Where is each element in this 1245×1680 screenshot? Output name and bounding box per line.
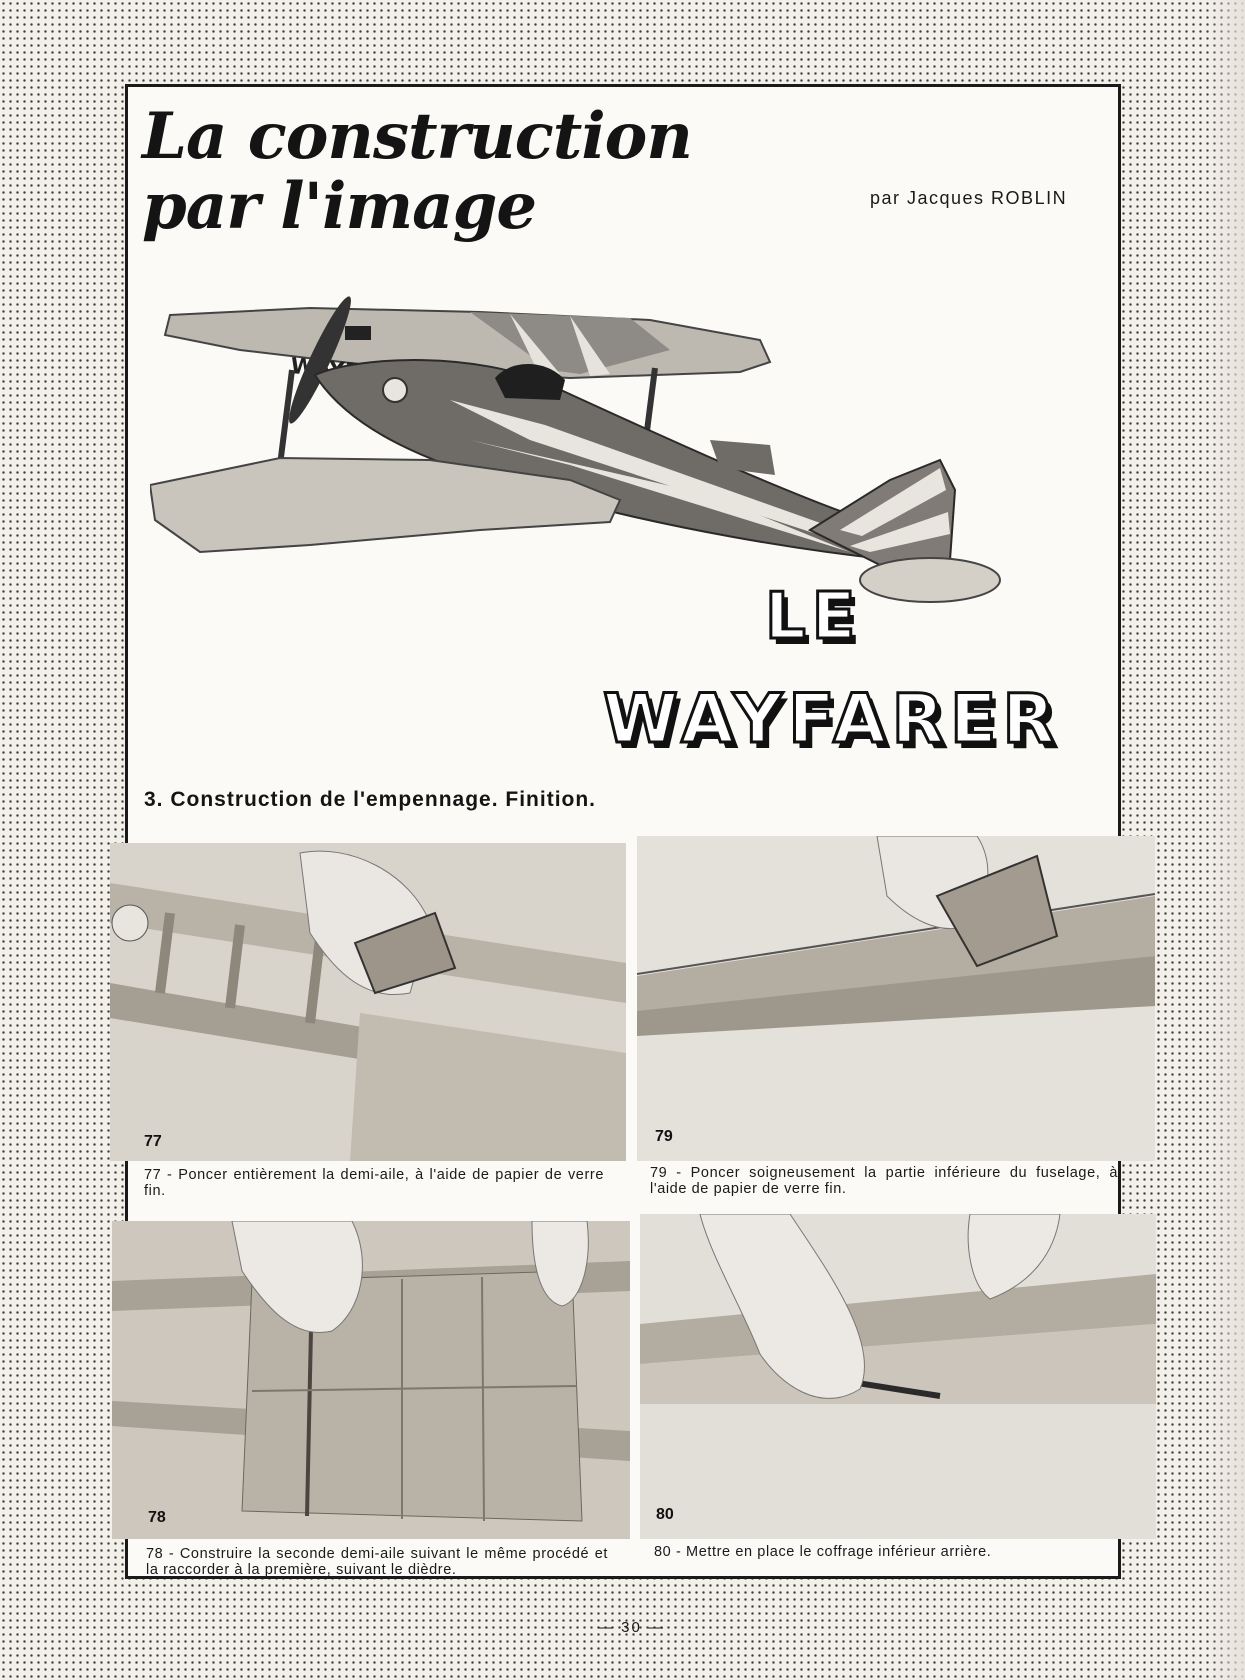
stabilizer — [860, 558, 1000, 602]
page-edge-shade — [1205, 0, 1245, 1680]
byline: par Jacques ROBLIN — [870, 188, 1068, 208]
figure-80-number: 80 — [656, 1506, 674, 1523]
section-heading: 3. Construction de l'empennage. Finition. — [144, 788, 597, 811]
figure-78-caption: 78 - Construire la seconde demi-aile suivant le même procédé et la raccorder à la première, suivant le dièdre. — [146, 1546, 608, 1578]
headline-wayfarer: WAYFARER — [603, 680, 1061, 759]
photo-77 — [110, 843, 626, 1161]
photo-79 — [637, 836, 1155, 1161]
photo-80 — [640, 1214, 1156, 1539]
article-title — [142, 99, 692, 244]
figure-80-caption: 80 - Mettre en place le coffrage inférieur arrière. — [654, 1544, 992, 1560]
title-line-2: par l'image — [142, 169, 537, 244]
figure-77-caption: 77 - Poncer entièrement la demi-aile, à l'aide de papier de verre fin. — [144, 1167, 604, 1199]
biplane-photo — [150, 290, 1090, 720]
figure-78-number: 78 — [148, 1509, 166, 1526]
photo-78 — [112, 1221, 630, 1539]
figure-77-number: 77 — [144, 1133, 162, 1150]
figure-79-number: 79 — [655, 1128, 673, 1145]
page-number: — 30 — — [598, 1619, 666, 1636]
headline-le: LE — [765, 580, 862, 654]
title-line-1: La construction — [142, 99, 692, 174]
figure-79-caption: 79 - Poncer soigneusement la partie inférieure du fuselage, à l'aide de papier de verre fin. — [650, 1165, 1118, 1197]
